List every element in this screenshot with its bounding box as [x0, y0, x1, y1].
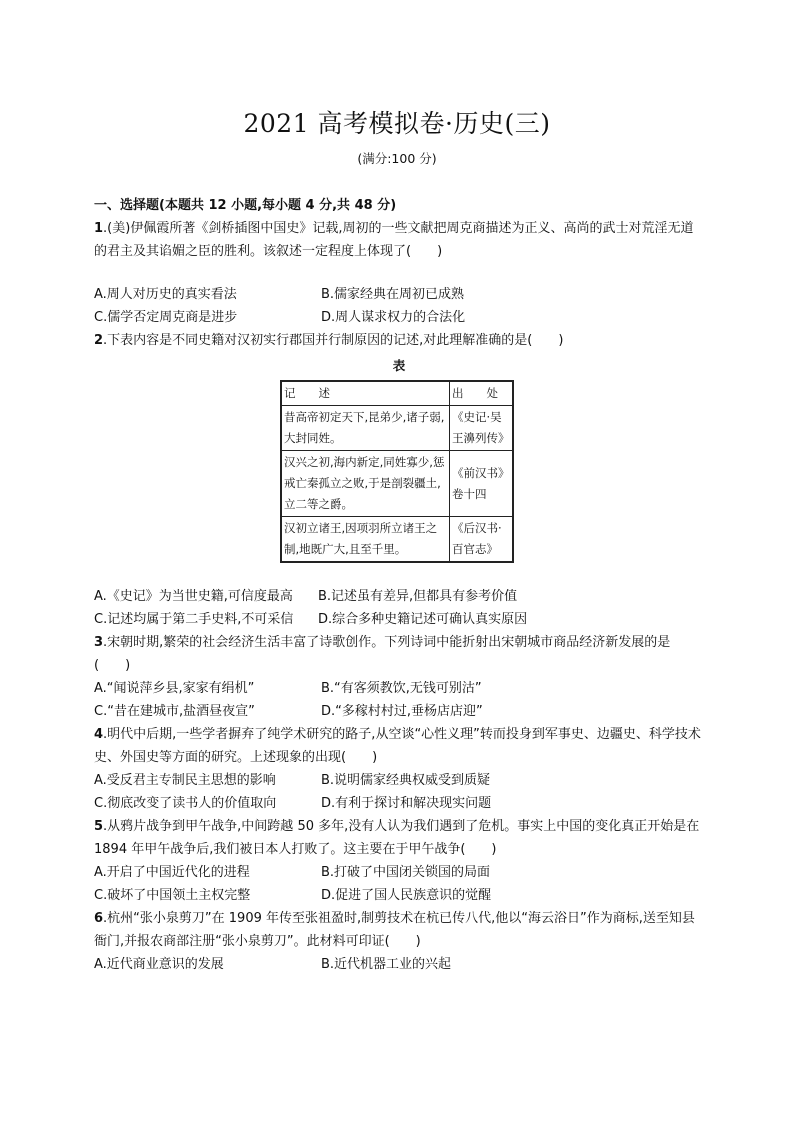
option-c: C.彻底改变了读书人的价值取向	[94, 796, 277, 811]
question-1	[94, 217, 704, 329]
option-a: A.周人对历史的真实看法	[94, 287, 237, 302]
option-a: A.开启了中国近代化的进程	[94, 865, 250, 880]
question-list	[94, 217, 704, 976]
table-header: 记 述	[281, 381, 450, 406]
table-cell: 汉兴之初,海内新定,同姓寡少,惩戒亡秦孤立之败,于是剖裂疆土,立二等之爵。	[281, 451, 450, 517]
options	[94, 677, 704, 723]
page-subtitle: (满分:100 分)	[357, 151, 437, 166]
table-header: 出 处	[450, 381, 514, 406]
option-c: C.“昔在建城市,盐酒昼夜宣”	[94, 704, 255, 719]
option-b: B.儒家经典在周初已成熟	[321, 287, 465, 302]
table-cell: 《前汉书》卷十四	[450, 451, 514, 517]
option-c: C.记述均属于第二手史料,不可采信	[94, 612, 294, 627]
option-d: D.“多稼村村过,垂杨店店迎”	[321, 704, 483, 719]
option-b: B.近代机器工业的兴起	[321, 957, 452, 972]
question-text: .明代中后期,一些学者摒弃了纯学术研究的路子,从空谈“心性义理”转而投身到军事史、边疆史、科学技术史、外国史等方面的研究。上述现象的出现( )	[94, 727, 701, 765]
option-b: B.“有客须教饮,无钱可别沽”	[321, 681, 482, 696]
question-number: 6	[94, 911, 104, 926]
table-cell: 《后汉书·百官志》	[450, 517, 514, 563]
question-number: 1	[94, 221, 104, 236]
option-d: D.有利于探讨和解决现实问题	[321, 796, 492, 811]
section-heading	[94, 194, 396, 213]
question-stem	[94, 217, 704, 263]
question-number: 3	[94, 635, 104, 650]
option-d: D.综合多种史籍记述可确认真实原因	[318, 612, 528, 627]
options	[94, 769, 704, 815]
question-number: 2	[94, 333, 104, 348]
table-row	[281, 517, 513, 563]
question-5	[94, 815, 704, 907]
table-cell: 昔高帝初定天下,昆弟少,诸子弱,大封同姓。	[281, 406, 450, 451]
option-c: C.破坏了中国领土主权完整	[94, 888, 251, 903]
option-d: D.促进了国人民族意识的觉醒	[321, 888, 492, 903]
question-text: .下表内容是不同史籍对汉初实行郡国并行制原因的记述,对此理解准确的是( )	[103, 333, 564, 348]
question-3	[94, 631, 704, 723]
option-a: A.受反君主专制民主思想的影响	[94, 773, 276, 788]
question-2	[94, 329, 704, 631]
question-stem	[94, 723, 704, 769]
options	[94, 283, 704, 329]
page-title: 2021 高考模拟卷·历史(三)	[243, 109, 551, 138]
question-stem	[94, 329, 704, 352]
option-b: B.说明儒家经典权威受到质疑	[321, 773, 491, 788]
question-stem	[94, 815, 704, 861]
table-row	[281, 451, 513, 517]
table-header-row	[281, 381, 513, 406]
option-c: C.儒学否定周克商是进步	[94, 310, 238, 325]
question-number: 4	[94, 727, 104, 742]
option-a: A.《史记》为当世史籍,可信度最高	[94, 589, 293, 604]
options	[94, 861, 704, 907]
source-table	[280, 380, 514, 563]
section-title: 一、选择题(本题共 12 小题,每小题 4 分,共 48 分)	[94, 198, 397, 213]
options	[94, 585, 704, 631]
question-4	[94, 723, 704, 815]
option-b: B.记述虽有差异,但都具有参考价值	[318, 589, 518, 604]
question-6	[94, 907, 704, 976]
question-number: 5	[94, 819, 104, 834]
table-cell: 汉初立诸王,因项羽所立诸王之制,地既广大,且至千里。	[281, 517, 450, 563]
question-text: .宋朝时期,繁荣的社会经济生活丰富了诗歌创作。下列诗词中能折射出宋朝城市商品经济新发展的是( )	[94, 635, 671, 673]
table-cell: 《史记·吴王濞列传》	[450, 406, 514, 451]
options	[94, 953, 704, 976]
question-text: .(美)伊佩霞所著《剑桥插图中国史》记载,周初的一些文献把周克商描述为正义、高尚的武士对荒淫无道的君主及其谄媚之臣的胜利。该叙述一定程度上体现了( )	[94, 221, 694, 259]
option-b: B.打破了中国闭关锁国的局面	[321, 865, 491, 880]
question-text: .从鸦片战争到甲午战争,中间跨越 50 多年,没有人认为我们遇到了危机。事实上中国的变化真正开始是在 1894 年甲午战争后,我们被日本人打败了。这主要在于甲午战争( )	[94, 819, 700, 857]
question-stem	[94, 631, 704, 677]
option-a: A.“闻说萍乡县,家家有绢机”	[94, 681, 255, 696]
table-row	[281, 406, 513, 451]
option-d: D.周人谋求权力的合法化	[321, 310, 466, 325]
question-stem	[94, 907, 704, 953]
table-caption: 表	[392, 358, 406, 373]
question-text: .杭州“张小泉剪刀”在 1909 年传至张祖盈时,制剪技术在杭已传八代,他以“海云浴日”作为商标,送至知县衙门,并报农商部注册“张小泉剪刀”。此材料可印证( )	[94, 911, 695, 949]
option-a: A.近代商业意识的发展	[94, 957, 224, 972]
